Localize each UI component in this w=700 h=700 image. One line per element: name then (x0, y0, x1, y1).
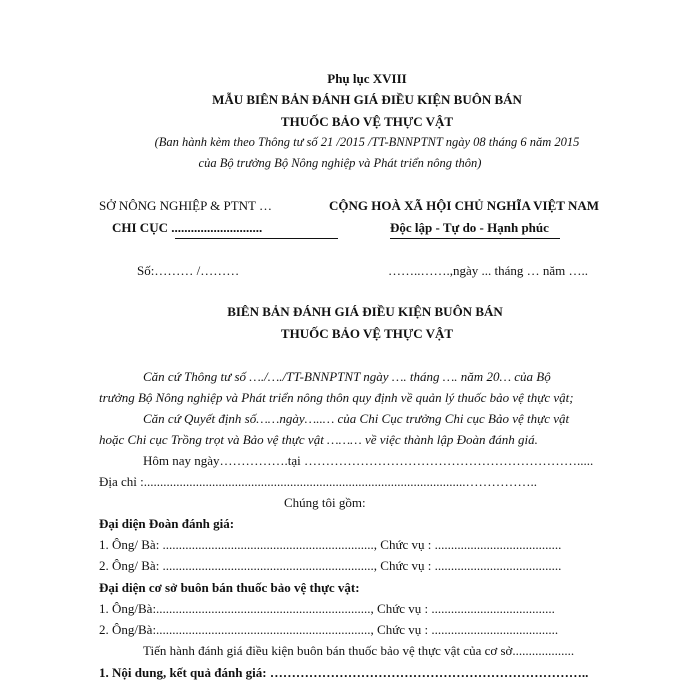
left-divider (175, 238, 338, 239)
assessment-team-member-2: 2. Ông/ Bà: ................................................................., Chức vụ : ....................................... (99, 558, 562, 573)
meeting-date-place: Hôm nay ngày…………….tại ………………………………………………………..... (143, 453, 594, 468)
issued-note-line1: (Ban hành kèm theo Thông tư số 21 /2015 /TT-BNNPTNT ngày 08 tháng 6 năm 2015 (154, 135, 580, 149)
section-1-heading: 1. Nội dung, kết quả đánh giá: ……………………………………………………………….. (99, 665, 589, 680)
minutes-title-line1: BIÊN BẢN ĐÁNH GIÁ ĐIỀU KIỆN BUÔN BÁN (227, 304, 503, 319)
right-divider (390, 238, 560, 239)
appendix-label: Phụ lục XVIII (327, 71, 407, 86)
shop-representative-2: 2. Ông/Bà:.................................................................., Chức vụ : ....................................... (99, 622, 559, 637)
basis-2-line-b: hoặc Chi cục Trồng trọt và Bảo vệ thực vật ……… về việc thành lập Đoàn đánh giá. (99, 432, 538, 447)
form-title-line2: THUỐC BẢO VỆ THỰC VẬT (280, 114, 454, 129)
assessment-proceed-line: Tiến hành đánh giá điều kiện buôn bán thuốc bảo vệ thực vật của cơ sở................... (143, 643, 575, 658)
document-number: Số:……… /……… (137, 263, 240, 278)
shop-representative-heading: Đại diện cơ sở buôn bán thuốc bảo vệ thực vật: (99, 580, 360, 595)
basis-1-line-b: trưởng Bộ Nông nghiệp và Phát triển nông thôn quy định về quản lý thuốc bảo vệ thực vật; (99, 390, 574, 405)
basis-1-line-a: Căn cứ Thông tư số …./…./TT-BNNPTNT ngày …. tháng …. năm 20… của Bộ (143, 369, 551, 384)
national-motto: Độc lập - Tự do - Hạnh phúc (390, 220, 549, 235)
department-name: SỞ NÔNG NGHIỆP & PTNT … (99, 198, 272, 213)
country-name: CỘNG HOÀ XÃ HỘI CHỦ NGHĨA VIỆT NAM (329, 198, 600, 213)
participants-intro: Chúng tôi gồm: (284, 495, 366, 510)
basis-2-line-a: Căn cứ Quyết định số……ngày…..… của Chi Cục trưởng Chi cục Bảo vệ thực vật (143, 411, 570, 426)
form-title-line1: MẪU BIÊN BẢN ĐÁNH GIÁ ĐIỀU KIỆN BUÔN BÁN (212, 92, 522, 107)
issued-note-line2: của Bộ trưởng Bộ Nông nghiệp và Phát triển nông thôn) (198, 156, 482, 170)
sub-department-name: CHI CỤC ............................ (112, 220, 263, 235)
shop-representative-1: 1. Ông/Bà:.................................................................., Chức vụ : ...................................... (99, 601, 555, 616)
address-line: Địa chỉ :...................................................................................................…………….. (99, 474, 538, 489)
assessment-team-heading: Đại diện Đoàn đánh giá: (99, 516, 235, 531)
place-date: ……..…….,ngày ... tháng … năm ….. (388, 263, 589, 278)
minutes-title-line2: THUỐC BẢO VỆ THỰC VẬT (280, 326, 454, 341)
assessment-team-member-1: 1. Ông/ Bà: ................................................................., Chức vụ : ....................................... (99, 537, 562, 552)
